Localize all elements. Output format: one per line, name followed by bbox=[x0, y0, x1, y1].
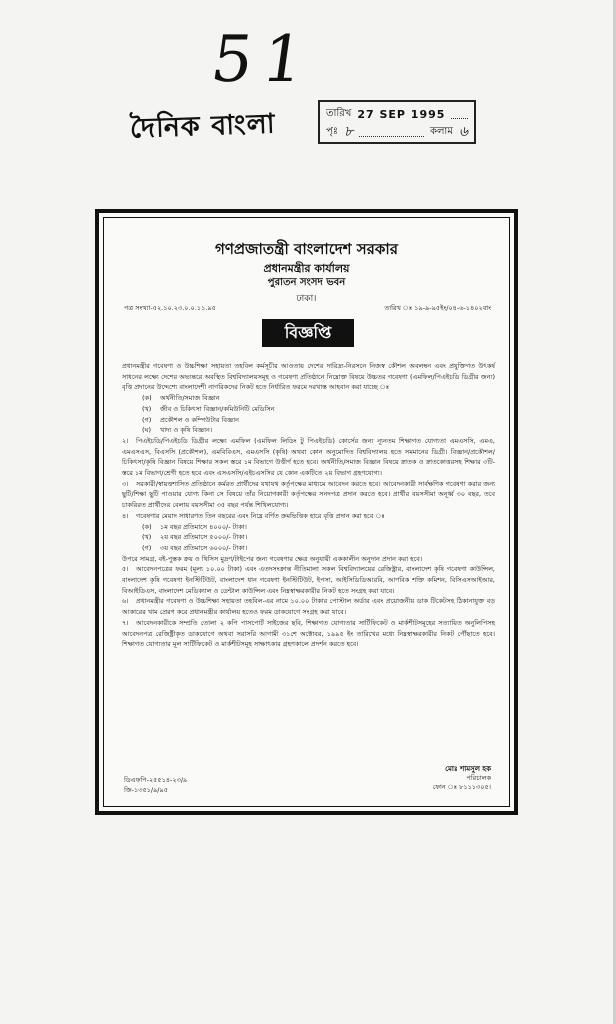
subject-mark: (খ) bbox=[142, 404, 152, 413]
paragraph-text: প্রধানমন্ত্রীর গবেষণা ও উচ্চশিক্ষা সহায়তা তহবিল-এর নামে ১০.০০ টাকার পোস্টাল অর্ডার এবং প্রয়োজনীয় ডাক টিকেটসহ ঠিকানাযুক্ত বড় আকারের খাম প্রেরণ করে প্রধানমন্ত্রীর কার্যালয় হতেও ফরম ডাকযোগে সংগ্রহ করা যাবে। bbox=[122, 597, 495, 617]
rate-list bbox=[122, 522, 495, 554]
rate-mark: (গ) bbox=[142, 543, 152, 552]
stamp-column-label: কলাম bbox=[429, 125, 453, 137]
rate-text: ৩য় বছর প্রতিমাসে ৬০০০/- টাকা। bbox=[160, 543, 248, 552]
rate-mark: (ক) bbox=[142, 522, 152, 531]
subject-text: অর্থনীতি/সমাজ বিজ্ঞান bbox=[160, 394, 220, 403]
paragraph-text: পিএইচডি/পিএইচডি ডিগ্রীর লক্ষ্যে এমফিল (এমফিল লিডিং টু পিএইচডি) কোর্সের জন্য ন্যূনতম শিক্ষাগত যোগ্যতা এমএসসি, এমএ, এমএসএস, বিএসসি (প্রকৌশল), এমবিবিএস, এমএসসি (কৃষি) অথবা কোন অনুমোদিত বিশ্ববিদ্যালয় হতে সমমানের ডিগ্রী। বিজ্ঞান/প্রকৌশল/চিকিৎসা/কৃষি বিজ্ঞান বিষয়ে শিক্ষার সকল স্তরে ১ম বিভাগে উত্তীর্ণ হতে হবে। অর্থনীতি/সমাজ বিজ্ঞান বিষয়ে স্নাতক ও স্নাতকোত্তরসহ শিক্ষার ৩টি-স্তরে ১ম বিভাগ/শ্রেণী হতে হবে এবং এসএসসি/এইচএসসির যে কোন একটিতে ২য় বিভাগ গ্রহণযোগ্য। bbox=[122, 436, 495, 478]
signatory-name: মোঃ শামসুল হক bbox=[445, 765, 491, 773]
subject-list bbox=[122, 393, 495, 436]
rate-text: ২য় বছর প্রতিমাসে ৫০০০/- টাকা। bbox=[160, 533, 248, 542]
rate-item bbox=[142, 532, 495, 543]
subject-mark: (ক) bbox=[142, 394, 152, 403]
paragraph-number: ৭। bbox=[122, 618, 129, 627]
paragraph-1: প্রধানমন্ত্রীর গবেষণা ও উচ্চশিক্ষা সহায়তা তহবিল কর্মসূচীর আওতায় দেশের দারিদ্র্য-নিরসনে নিজস্ব কৌশল অবলম্বন এবং প্রযুক্তিগত উৎকর্ষ সাধনের লক্ষ্যে দেশের অভ্যন্তরে অবস্থিত বিশ্ববিদ্যালয়সমূহ ও গবেষণা প্রতিষ্ঠানে নিম্নোক্ত বিষয়ে উচ্চতর গবেষণা (এমফিল/পিএইচডি ডিগ্রীর জন্য) বৃত্তি প্রদানের উদ্দেশ্যে বাংলাদেশী নাগরিকদের নিকট হতে নির্ধারিত ফরমে দরখাস্ত আহবান করা যাচ্ছে ঃ bbox=[122, 362, 495, 392]
stamp-page-label: পৃঃ bbox=[326, 125, 339, 137]
government-title: গণপ্রজাতন্ত্রী বাংলাদেশ সরকার bbox=[215, 240, 398, 258]
subject-text: জীব ও চিকিৎসা বিজ্ঞান/কমিউনিটি মেডিসিন bbox=[160, 404, 275, 413]
signatory-title: পরিচালক bbox=[466, 774, 491, 782]
subject-text: প্রকৌশল ও কম্পিউটার বিজ্ঞান bbox=[160, 415, 240, 424]
memo-number: পত্র সংখ্যা-৫২.১০.২৩.০.০.১১.৯৫ bbox=[124, 304, 216, 312]
notice-advertisement bbox=[95, 209, 518, 815]
stamp-column: ৬ bbox=[458, 124, 468, 140]
paragraph-text: সরকারী/স্বায়ত্তশাসিত প্রতিষ্ঠানে কর্মরত প্রার্থীদের যথাযথ কর্তৃপক্ষের মাধ্যমে আবেদন করতে হবে। আবেদনকারী সার্বক্ষণিক গবেষণা করার জন্য ছুটি/শিক্ষা ছুটি পাওয়ার যোগ্য কিনা সে বিষয়ে তাঁর নিয়োগকারী কর্তৃপক্ষের সনদপত্র প্রদান করতে হবে। প্রার্থীর বয়সসীমা অনূর্ধ্ব ৩০ বছর, তবে চাকরিরত প্রার্থীদের বেলায় বয়সসীমা ৩৫ বছর পর্যন্ত শিথিলযোগ্য। bbox=[122, 479, 495, 510]
paragraph-7 bbox=[122, 618, 495, 650]
footer-codes bbox=[124, 775, 187, 795]
paragraph-4b: উপরে সামগ্র, বই-পুস্তক ক্রয় ও থিসিস মুদ্রণ/টাইপের জন্য গবেষণার ক্ষেত্র অনুযায়ী এককালীন অনুদান প্রদান করা হবে। bbox=[122, 554, 423, 563]
subject-item bbox=[142, 415, 495, 426]
paragraph-2 bbox=[122, 436, 495, 479]
paragraph-number: ৪। bbox=[122, 511, 129, 520]
paragraph-text: আবেদনকারীকে সম্প্রতি তোলা ২ কপি পাসপোর্ট সাইজের ছবি, শিক্ষাগত যোগ্যতার সার্টিফিকেট ও মার্কশীটসমূহের সত্যায়িত অনুলিপিসহ আবেদনপত্র রেজিষ্ট্রীকৃত ডাকযোগে অথবা সরাসরি আগামী ৩১শে অক্টোবর, ১৯৯৫ ইং তারিখের মধ্যে নিম্নস্বাক্ষরকারীর নিকট পৌঁছাতে হবে। শিক্ষাগত যোগ্যতার মূল সার্টিফিকেট ও মার্কশীটসমূহ সাক্ষাৎকার গ্রহণকালে প্রদর্শন করতে হবে। bbox=[122, 618, 495, 649]
stamp-dots bbox=[359, 127, 424, 137]
paragraph-3 bbox=[122, 479, 495, 511]
notice-body bbox=[122, 361, 495, 650]
office-title: প্রধানমন্ত্রীর কার্যালয় bbox=[263, 262, 350, 275]
stamp-page: ৮ bbox=[344, 124, 354, 140]
paragraph-number: ৩। bbox=[122, 479, 129, 488]
paragraph-6 bbox=[122, 596, 495, 617]
subject-mark: (ঘ) bbox=[142, 426, 152, 435]
paragraph-text: আবেদনপত্রের ফরম (মূল্য ১০.০০ টাকা) এবং এতদসংক্রান্ত নীতিমালা সকল বিশ্ববিদ্যালয়ের রেজিষ্ট্রার, বাংলাদেশ কৃষি গবেষণা কাউন্সিল, বাংলাদেশ কৃষি গবেষণা ইনস্টিটিউট, বাংলাদেশ ধান গবেষণা ইনস্টিটিউট, ইপসা, আইসিডিডিআরবি, আণবিক শক্তি কমিশন, বিসিএসআইআর, বিআইডিএস, বাংলাদেশ মেডিক্যাল ও ডেন্টাল কাউন্সিল এবং নিম্নস্বাক্ষরকারীর নিকট হতে সংগ্রহ করা যাবে। bbox=[122, 565, 495, 595]
paragraph-5 bbox=[122, 564, 495, 596]
subject-mark: (গ) bbox=[142, 415, 152, 424]
memo-row bbox=[124, 303, 491, 314]
paragraph-number: ৬। bbox=[122, 597, 129, 606]
dfp-number: ডিএফপি-২৫৫১৪-২৩/৯ bbox=[124, 776, 188, 784]
rate-text: ১ম বছর প্রতিমাসে ৪০০০/- টাকা। bbox=[160, 522, 247, 531]
stamp-dots bbox=[451, 109, 468, 119]
rate-item bbox=[142, 543, 495, 554]
stamp-date: 27 SEP 1995 bbox=[357, 107, 446, 121]
building-name: পুরাতন সংসদ ভবন bbox=[267, 277, 346, 288]
ji-number: জি-১৩৫১/৯/৯৫ bbox=[124, 786, 168, 794]
handwritten-file-number: 51 bbox=[206, 23, 319, 97]
newspaper-name: দৈনিক বাংলা bbox=[129, 108, 277, 145]
notice-badge: বিজ্ঞপ্তি bbox=[262, 319, 354, 347]
signatory-phone: ফোন ঃ ৮১১১৩০৫। bbox=[432, 783, 491, 791]
signature-block bbox=[433, 765, 491, 792]
date-stamp bbox=[318, 100, 476, 144]
memo-date: তারিখ ঃ ১৯-৯-৯৫ইং/০৪-৬-১৪০২বাং bbox=[384, 304, 491, 312]
rate-mark: (খ) bbox=[142, 533, 152, 542]
paragraph-4 bbox=[122, 511, 495, 522]
subject-item bbox=[142, 393, 495, 404]
city-name: ঢাকা। bbox=[296, 294, 317, 304]
notice-inner-border bbox=[103, 217, 510, 807]
paragraph-text: গবেষণার মেয়াদ সাধারণত তিন বছরের এবং নিম্নে বর্ণিত ক্রমভিত্তিক হারে বৃত্তি প্রদান করা হবে ঃ bbox=[136, 511, 385, 520]
paragraph-number: ২। bbox=[122, 436, 129, 445]
stamp-page-row bbox=[326, 123, 468, 141]
subject-text: খাদ্য ও কৃষি বিজ্ঞান। bbox=[160, 426, 213, 435]
paragraph-number: ৫। bbox=[122, 565, 129, 574]
subject-item bbox=[142, 425, 495, 436]
stamp-date-label: তারিখ bbox=[326, 107, 352, 119]
subject-item bbox=[142, 404, 495, 415]
rate-item bbox=[142, 522, 495, 533]
